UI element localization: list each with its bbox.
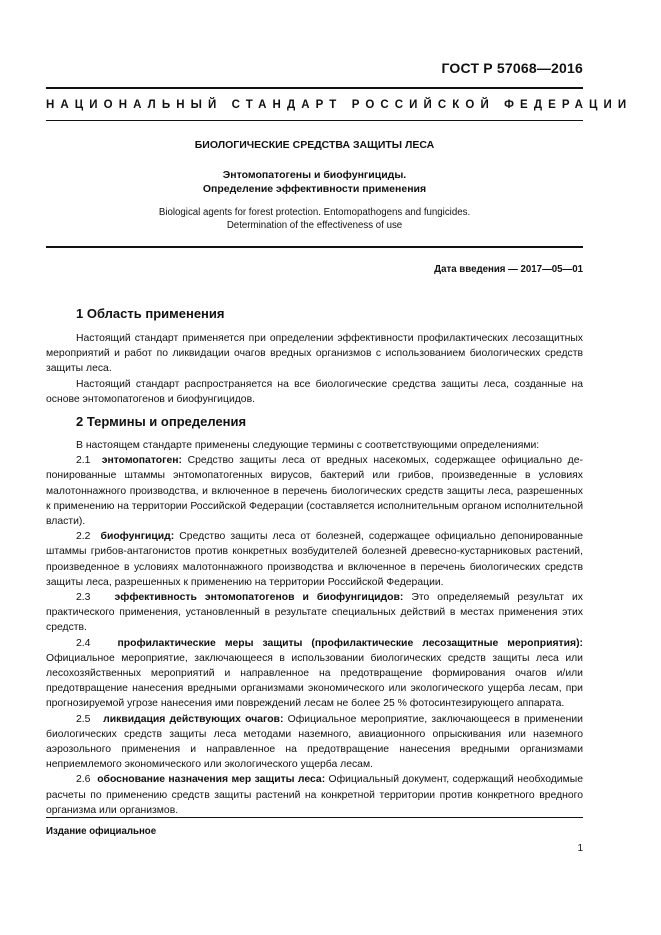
document-title: БИОЛОГИЧЕСКИЕ СРЕДСТВА ЗАЩИТЫ ЛЕСА <box>194 139 435 151</box>
subtitle-line: Определение эффективности применения <box>202 183 427 195</box>
section-body <box>46 438 583 818</box>
term-definition: Официальное мероприятие, заключающееся в применении биологических средств защиты леса методами наземного, авиационного опрыскивания или наземного аэрозольного применения и направленное на предотвращение нанесения вредными организмами неприемлемого экономического или экологического ущерба лесам. <box>46 713 583 771</box>
section-heading: 2 Термины и определения <box>76 414 247 429</box>
term-name: профилактические меры защиты (профилактические лесозащитные мероприятия): <box>117 637 583 649</box>
banner-rule <box>46 120 583 121</box>
term-definition: Официальный документ, содержащий необходимые расчеты по применению средств защиты растений на конкретной территории против конкретного вредного организма или организмов. <box>46 774 583 816</box>
subtitle-line: Энтомопатогены и биофунгициды. <box>222 169 407 181</box>
section-body <box>46 331 583 407</box>
english-title-line: Determination of the effectiveness of use <box>226 220 403 231</box>
section-heading: 1 Область применения <box>76 306 225 321</box>
term-number: 2.4 <box>76 637 91 649</box>
term-entry <box>46 590 583 636</box>
english-title-line: Biological agents for forest protection. Entomopathogens and fungicides. <box>158 207 471 218</box>
footer-rule <box>46 817 583 818</box>
title-rule <box>46 246 583 248</box>
term-entry <box>46 636 583 712</box>
term-definition: Это определяемый результат их практического применения, установленный в результате специальных действий в местах применения этих средств. <box>46 592 584 634</box>
term-entry <box>46 453 583 529</box>
term-definition: Средство защиты леса от вредных насекомых, содержащее официально депонированные штаммы энтомопатогенных вирусов, бактерий или грибов, произведенные в условиях малотоннажного производства, и включенное в перечень биологических средств защиты леса, разрешенных к применению на территории Российской Федерации (составляется исполнительным органом исполнительной власти). <box>46 455 583 528</box>
term-number: 2.6 <box>76 774 91 786</box>
term-entry <box>46 529 583 590</box>
term-name: биофунгицид: <box>100 531 175 543</box>
national-standard-banner: НАЦИОНАЛЬНЫЙ СТАНДАРТ РОССИЙСКОЙ ФЕДЕРАЦИИ <box>46 99 633 111</box>
term-number: 2.2 <box>76 531 91 543</box>
page-number: 1 <box>577 843 583 854</box>
edition-label: Издание официальное <box>46 826 157 837</box>
paragraph: Настоящий стандарт применяется при определении эффективности профилактических лесозащитных мероприятий и работ по ликвидации очагов вредных организмов с использованием биологических средств защиты леса. <box>46 333 583 375</box>
term-number: 2.5 <box>76 713 91 725</box>
paragraph: В настоящем стандарте применены следующие термины с соответствующими определениями: <box>76 440 540 451</box>
term-name: обоснование назначения мер защиты леса: <box>97 774 326 786</box>
english-title <box>46 206 583 232</box>
term-name: ликвидация действующих очагов: <box>103 713 284 725</box>
term-definition: Средство защиты леса от болезней, содержащее официально депонированные штаммы грибов-антагонистов против конкретных возбудителей болезней древесно-кустарниковых растений, произведенное в условиях малотоннажного производства и включенное в перечень биологических средств защиты леса, разрешенных к применению на территории Российской Федерации. <box>46 531 584 588</box>
term-entry <box>46 772 583 818</box>
term-number: 2.3 <box>76 592 91 604</box>
header-rule <box>46 87 583 89</box>
paragraph: Настоящий стандарт распространяется на все биологические средства защиты леса, созданные на основе энтомопатогенов и биофунгицидов. <box>46 378 583 405</box>
document-subtitle <box>46 168 583 196</box>
term-entry <box>46 712 583 773</box>
date-of-introduction: Дата введения — 2017—05—01 <box>434 264 583 275</box>
term-number: 2.1 <box>76 455 91 467</box>
term-name: энтомопатоген: <box>101 455 182 467</box>
term-name: эффективность энтомопатогенов и биофунгицидов: <box>114 592 404 604</box>
term-definition: Официальное мероприятие, заключающееся в использовании биологических средств защиты леса или лесохозяйственных мероприятий и направленное на предотвращение формирования очагов и/или предотвращение нанесения вредными организмами экономического или экологического ущерба лесам, при прогнозируемой угрозе нанесения ими повреждений лесам не более 25 % фотосинтезирующего аппарата. <box>46 652 583 710</box>
gost-code: ГОСТ Р 57068—2016 <box>441 60 583 76</box>
